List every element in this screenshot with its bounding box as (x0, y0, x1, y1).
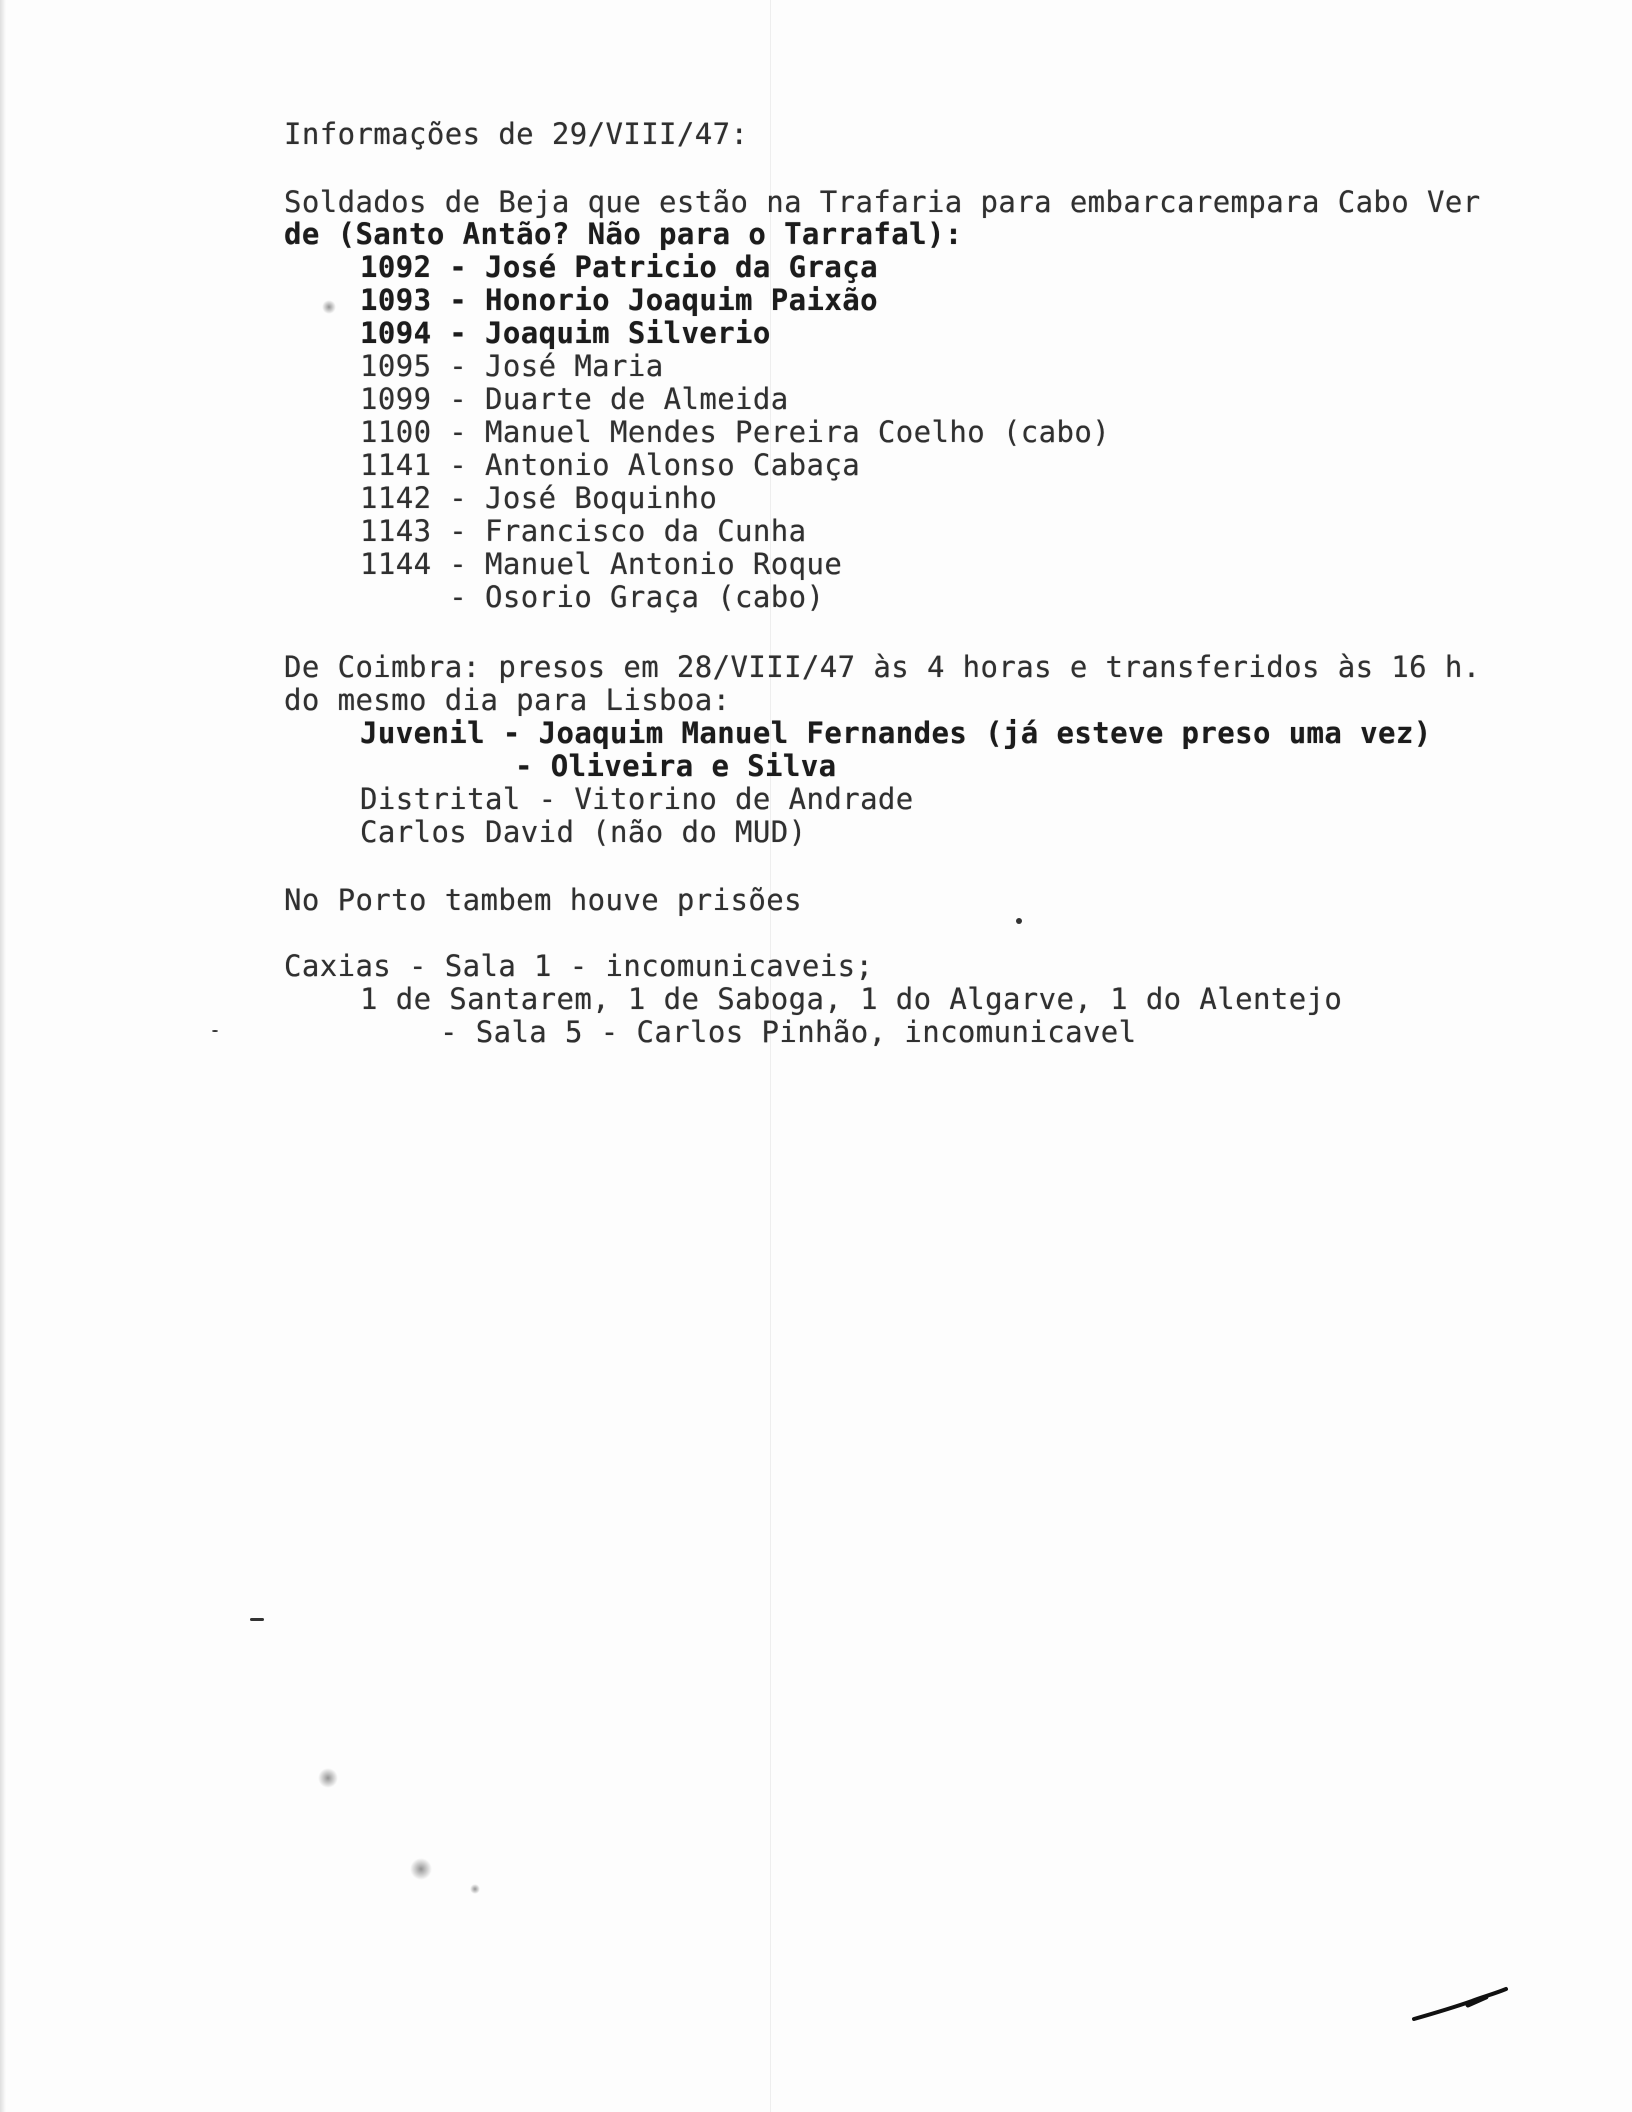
page-edge-shadow (0, 0, 6, 2112)
smudge-mark (322, 300, 336, 314)
ink-speck (212, 1030, 218, 1032)
soldier-list-item: 1142 - José Boquinho (360, 481, 718, 515)
section1-intro-line2: de (Santo Antão? Não para o Tarrafal): (284, 217, 963, 251)
soldier-list-item: 1143 - Francisco da Cunha (360, 514, 807, 548)
soldier-list-item: 1144 - Manuel Antonio Roque (360, 547, 843, 581)
caxias-detail-line: 1 de Santarem, 1 de Saboga, 1 do Algarve, 1 do Alentejo (360, 982, 1343, 1016)
smudge-mark (318, 1768, 338, 1788)
juvenil-line: Juvenil - Joaquim Manuel Fernandes (já esteve preso uma vez) (360, 716, 1432, 750)
porto-line: No Porto tambem houve prisões (284, 883, 802, 917)
soldier-list-item: 1094 - Joaquim Silverio (360, 316, 771, 350)
soldier-list-item: 1099 - Duarte de Almeida (360, 382, 789, 416)
soldier-list-item: 1100 - Manuel Mendes Pereira Coelho (cabo) (360, 415, 1111, 449)
section2-intro-line1: De Coimbra: presos em 28/VIII/47 às 4 horas e transferidos às 16 h. (284, 650, 1481, 684)
soldier-list-item: 1093 - Honorio Joaquim Paixão (360, 283, 878, 317)
soldier-list-item: - Osorio Graça (cabo) (360, 580, 825, 614)
section2-intro-line2: do mesmo dia para Lisboa: (284, 683, 731, 717)
distrital-line: Distrital - Vitorino de Andrade (360, 782, 914, 816)
juvenil-line-2: - Oliveira e Silva (515, 749, 837, 783)
ink-speck (1016, 918, 1022, 924)
ink-stroke-mark (1410, 1985, 1510, 2025)
carlos-david-line: Carlos David (não do MUD) (360, 815, 807, 849)
caxias-line: Caxias - Sala 1 - incomunicaveis; (284, 949, 874, 983)
smudge-mark (470, 1884, 480, 1894)
sala5-line: - Sala 5 - Carlos Pinhão, incomunicavel (440, 1015, 1137, 1049)
soldier-list-item: 1095 - José Maria (360, 349, 664, 383)
smudge-mark (410, 1858, 432, 1880)
section1-intro-line1: Soldados de Beja que estão na Trafaria para embarcarempara Cabo Ver (284, 185, 1481, 219)
soldier-list-item: 1092 - José Patricio da Graça (360, 250, 878, 284)
soldier-list-item: 1141 - Antonio Alonso Cabaça (360, 448, 861, 482)
ink-mark (250, 1618, 264, 1621)
document-heading: Informações de 29/VIII/47: (284, 117, 749, 151)
